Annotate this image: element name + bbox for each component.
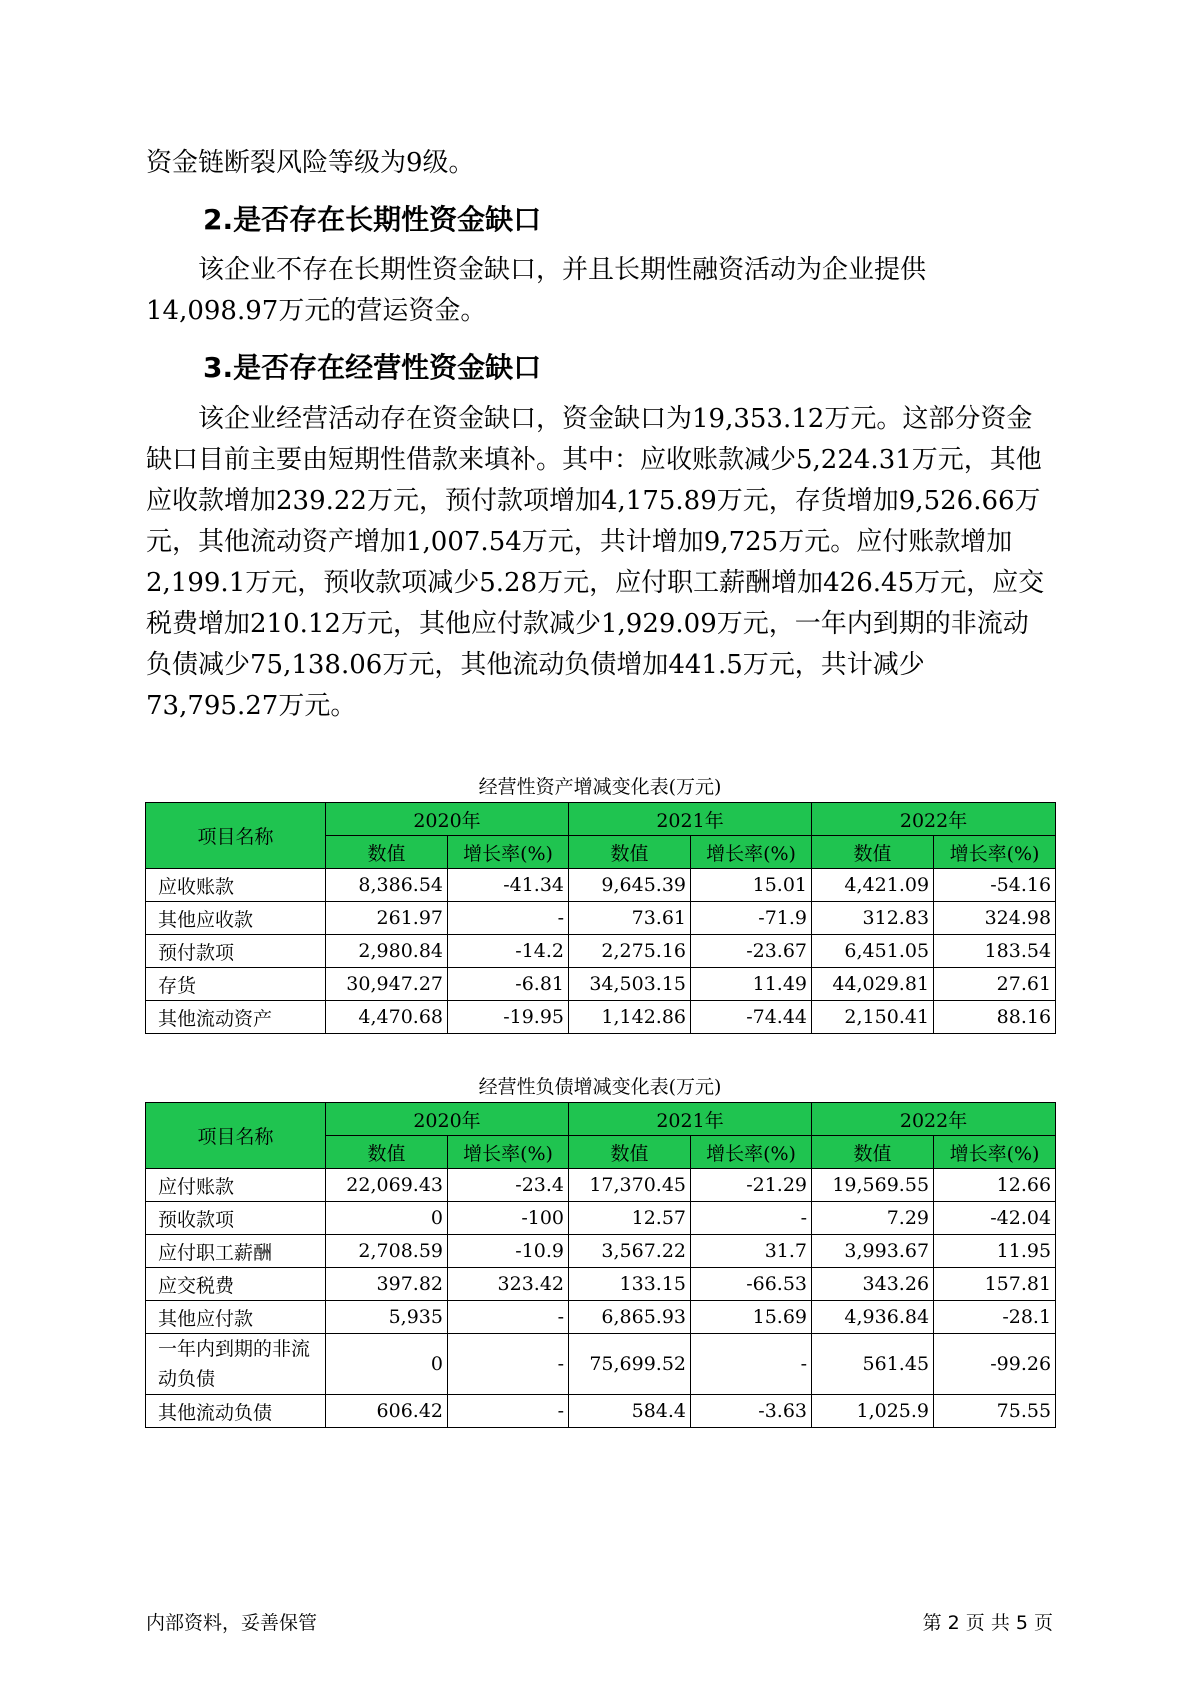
row-item-name: 应付职工薪酬 (146, 1235, 326, 1268)
value-cell: 75,699.52 (569, 1334, 691, 1395)
value-cell: 22,069.43 (326, 1169, 448, 1202)
liabilities-year-header: 2020年 (326, 1103, 569, 1136)
liabilities-growth-header: 增长率(%) (448, 1136, 569, 1169)
value-cell: 19,569.55 (812, 1169, 934, 1202)
value-cell: 34,503.15 (569, 968, 691, 1001)
value-cell: 73.61 (569, 902, 691, 935)
table-row (146, 968, 1056, 1001)
value-cell: 3,567.22 (569, 1235, 691, 1268)
liabilities-value-header: 数值 (326, 1136, 448, 1169)
table-row (146, 1001, 1056, 1034)
growth-rate-cell: - (448, 1395, 569, 1428)
liabilities-growth-header: 增长率(%) (934, 1136, 1056, 1169)
footer-page-number: 第 2 页 共 5 页 (922, 1612, 1053, 1634)
value-cell: 1,142.86 (569, 1001, 691, 1034)
growth-rate-cell: -41.34 (448, 869, 569, 902)
value-cell: 561.45 (812, 1334, 934, 1395)
growth-rate-cell: -42.04 (934, 1202, 1056, 1235)
growth-rate-cell: 183.54 (934, 935, 1056, 968)
value-cell: 44,029.81 (812, 968, 934, 1001)
row-item-name: 预收款项 (146, 1202, 326, 1235)
liabilities-growth-header: 增长率(%) (691, 1136, 812, 1169)
liabilities-value-header: 数值 (812, 1136, 934, 1169)
value-cell: 2,708.59 (326, 1235, 448, 1268)
growth-rate-cell: -99.26 (934, 1334, 1056, 1395)
growth-rate-cell: -71.9 (691, 902, 812, 935)
growth-rate-cell: -3.63 (691, 1395, 812, 1428)
growth-rate-cell: 324.98 (934, 902, 1056, 935)
section-2-body: 该企业不存在长期性资金缺口，并且长期性融资活动为企业提供14,098.97万元的营运资金。 (146, 255, 927, 326)
liabilities-year-header: 2021年 (569, 1103, 812, 1136)
growth-rate-cell: 323.42 (448, 1268, 569, 1301)
intro-paragraph: 资金链断裂风险等级为9级。 (146, 148, 475, 178)
growth-rate-cell: -6.81 (448, 968, 569, 1001)
row-item-name: 存货 (146, 968, 326, 1001)
table-row (146, 1202, 1056, 1235)
assets-value-header: 数值 (569, 836, 691, 869)
row-item-name: 其他应收款 (146, 902, 326, 935)
value-cell: 0 (326, 1202, 448, 1235)
value-cell: 3,993.67 (812, 1235, 934, 1268)
growth-rate-cell: 157.81 (934, 1268, 1056, 1301)
liabilities-table (145, 1102, 1056, 1428)
growth-rate-cell: - (448, 1334, 569, 1395)
growth-rate-cell: -54.16 (934, 869, 1056, 902)
value-cell: 8,386.54 (326, 869, 448, 902)
growth-rate-cell: 15.69 (691, 1301, 812, 1334)
growth-rate-cell: 31.7 (691, 1235, 812, 1268)
table-row (146, 1235, 1056, 1268)
value-cell: 9,645.39 (569, 869, 691, 902)
section-3-heading: 3.是否存在经营性资金缺口 (203, 351, 542, 384)
assets-growth-header: 增长率(%) (934, 836, 1056, 869)
table-row (146, 1395, 1056, 1428)
table-row (146, 1334, 1056, 1395)
assets-year-header: 2020年 (326, 803, 569, 836)
growth-rate-cell: -19.95 (448, 1001, 569, 1034)
value-cell: 343.26 (812, 1268, 934, 1301)
growth-rate-cell: 11.49 (691, 968, 812, 1001)
value-cell: 2,275.16 (569, 935, 691, 968)
table-row (146, 902, 1056, 935)
growth-rate-cell: - (691, 1334, 812, 1395)
growth-rate-cell: 15.01 (691, 869, 812, 902)
assets-table (145, 802, 1056, 1034)
growth-rate-cell: -23.67 (691, 935, 812, 968)
growth-rate-cell: -14.2 (448, 935, 569, 968)
value-cell: 17,370.45 (569, 1169, 691, 1202)
growth-rate-cell: - (448, 902, 569, 935)
value-cell: 4,421.09 (812, 869, 934, 902)
growth-rate-cell: -21.29 (691, 1169, 812, 1202)
table-row (146, 1169, 1056, 1202)
row-item-name: 预付款项 (146, 935, 326, 968)
table-row (146, 869, 1056, 902)
row-item-name: 一年内到期的非流动负债 (146, 1334, 326, 1395)
growth-rate-cell: -28.1 (934, 1301, 1056, 1334)
liabilities-item-header: 项目名称 (146, 1103, 326, 1169)
growth-rate-cell: -10.9 (448, 1235, 569, 1268)
row-item-name: 应收账款 (146, 869, 326, 902)
value-cell: 312.83 (812, 902, 934, 935)
assets-table-caption: 经营性资产增减变化表(万元) (478, 776, 722, 798)
value-cell: 133.15 (569, 1268, 691, 1301)
assets-growth-header: 增长率(%) (691, 836, 812, 869)
growth-rate-cell: 11.95 (934, 1235, 1056, 1268)
growth-rate-cell: 88.16 (934, 1001, 1056, 1034)
liabilities-year-header: 2022年 (812, 1103, 1056, 1136)
value-cell: 1,025.9 (812, 1395, 934, 1428)
growth-rate-cell: -23.4 (448, 1169, 569, 1202)
row-item-name: 应交税费 (146, 1268, 326, 1301)
assets-growth-header: 增长率(%) (448, 836, 569, 869)
assets-header-row-years (146, 803, 1056, 836)
row-item-name: 应付账款 (146, 1169, 326, 1202)
value-cell: 2,980.84 (326, 935, 448, 968)
assets-year-header: 2022年 (812, 803, 1056, 836)
growth-rate-cell: 75.55 (934, 1395, 1056, 1428)
value-cell: 6,451.05 (812, 935, 934, 968)
table-row (146, 1301, 1056, 1334)
growth-rate-cell: -74.44 (691, 1001, 812, 1034)
liabilities-table-caption: 经营性负债增减变化表(万元) (478, 1076, 722, 1098)
assets-value-header: 数值 (812, 836, 934, 869)
section-2-heading: 2.是否存在长期性资金缺口 (203, 203, 542, 236)
value-cell: 261.97 (326, 902, 448, 935)
value-cell: 12.57 (569, 1202, 691, 1235)
growth-rate-cell: 12.66 (934, 1169, 1056, 1202)
row-item-name: 其他流动负债 (146, 1395, 326, 1428)
liabilities-value-header: 数值 (569, 1136, 691, 1169)
value-cell: 7.29 (812, 1202, 934, 1235)
value-cell: 584.4 (569, 1395, 691, 1428)
row-item-name: 其他流动资产 (146, 1001, 326, 1034)
value-cell: 5,935 (326, 1301, 448, 1334)
growth-rate-cell: - (691, 1202, 812, 1235)
value-cell: 4,470.68 (326, 1001, 448, 1034)
value-cell: 6,865.93 (569, 1301, 691, 1334)
assets-year-header: 2021年 (569, 803, 812, 836)
growth-rate-cell: -100 (448, 1202, 569, 1235)
value-cell: 606.42 (326, 1395, 448, 1428)
assets-item-header: 项目名称 (146, 803, 326, 869)
footer-confidential-note: 内部资料，妥善保管 (146, 1612, 318, 1634)
value-cell: 0 (326, 1334, 448, 1395)
value-cell: 2,150.41 (812, 1001, 934, 1034)
liabilities-header-row-years (146, 1103, 1056, 1136)
section-3-body: 该企业经营活动存在资金缺口，资金缺口为19,353.12万元。这部分资金缺口目前主要由短期性借款来填补。其中：应收账款减少5,224.31万元，其他应收款增加239.22万元，预付款项增加4,175.89万元，存货增加9,526.66万元，其他流动资产增加1,007.54万元，共计增加9,725万元。应付账款增加2,199.1万元，预收款项减少5.28万元，应付职工薪酬增加426.45万元，应交税费增加210.12万元，其他应付款减少1,929.09万元，一年内到期的非流动负债减少75,138.06万元，其他流动负债增加441.5万元，共计减少73,795.27万元。 (146, 404, 1045, 721)
assets-value-header: 数值 (326, 836, 448, 869)
table-row (146, 1268, 1056, 1301)
row-item-name: 其他应付款 (146, 1301, 326, 1334)
growth-rate-cell: -66.53 (691, 1268, 812, 1301)
value-cell: 397.82 (326, 1268, 448, 1301)
value-cell: 4,936.84 (812, 1301, 934, 1334)
growth-rate-cell: 27.61 (934, 968, 1056, 1001)
value-cell: 30,947.27 (326, 968, 448, 1001)
table-row (146, 935, 1056, 968)
growth-rate-cell: - (448, 1301, 569, 1334)
